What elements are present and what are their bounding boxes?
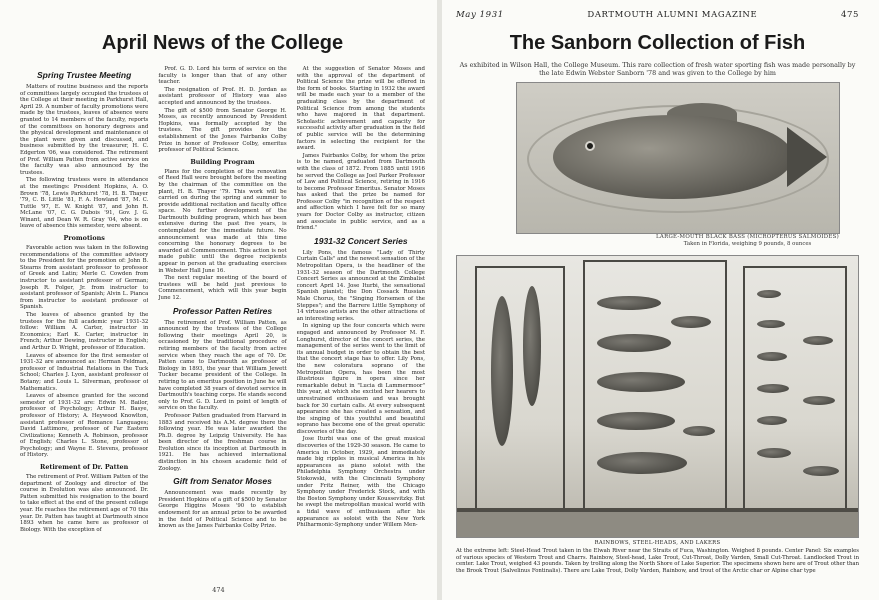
heading-promotions: Promotions: [63, 234, 105, 243]
page-title-left: April News of the College: [101, 32, 344, 54]
article-subtitle: As exhibited in Wilson Hall, the College Museum. This rare collection of fresh water sporting fish was made personally by the late Edwin Webster Sanborn '78 and was given to the College by him: [459, 61, 856, 77]
column-1: [20, 66, 148, 576]
page-number-right: 475: [840, 10, 859, 20]
page-number-left: 474: [212, 586, 225, 594]
display-case-left: [475, 266, 565, 526]
paragraph: Matters of routine business and the reports of committees largely occupied the trustees of the College at their meeting in Parkhurst Hall, April 29. A number of faculty promotions were made by the trustees, leaves of absence were granted to 14 members of the faculty, reports of the committees on honorary degrees and the physical development and maintenance of the plant were given and discussed, and business submitted by the treasurer, H. C. Edgerton '06, was considered. The retirement of Prof. William Patten from active service on the faculty was also announced by the trustees.: [20, 84, 149, 176]
paragraph: Jose Iturbi was one of the great musical discoveries of the 1929-30 season. He came to America in October, 1929, and immediately made big ripples in musical America in his appearances as piano soloist with the Philadelphia Symphony Orchestra under Stokowski, with the Cincinnati Symphony under Fritz Reiner, with the Chicago Symphony under Frederick Stock, and with the Boston Symphony under Koussevitzky. But he swept the metropolitan musical world with a tidal wave of enthusiasm after his appearance as soloist with the New York Philharmonic-Symphony under Willem Men-: [296, 436, 425, 529]
fish-specimen: [491, 296, 513, 446]
paragraph: At the suggestion of Senator Moses and with the approval of the department of Political Science the prize will be offered in the form of books. Starting in 1932 the award will be made each year to a member of the graduating class by the department of Political Science from among the students who have majored in that department. Scholastic achievement and capacity for successful activity after graduation in the field of public service will be the determining factors in selecting the recipient for the award.: [296, 66, 425, 152]
running-head-magazine: DARTMOUTH ALUMNI MAGAZINE: [587, 10, 758, 20]
paragraph: Favorable action was taken in the following recommendations of the committee advisory to the President for the promotion of: John B. Stearns from assistant professor to professor of Greek and Latin; Merle C. Cowden from instructor to assistant professor of German; Joseph R. Folger, Jr. from instructor to assistant professor of Spanish; Alvin L. Pianca from instructor to assistant professor of Spanish.: [20, 245, 149, 311]
photo-bottom-caption-text: At the extreme left: Steel-Head Trout taken in the Elwah River near the Straits of Fuca, Washington. Weighed 8 pounds. Center Panel: Six examples of various species of Western Trout and Charrs. Rainbow, Steel-head, Lake Trout, Cut-Throat, Dolly Varden, Small Cut-Throat. Landlocked Trout in center. Lake Trout, weighed 43 pounds. Taken by trolling along the North Shore of Lake Superior. The specimens shown here are of Trout other than the Brook Trout (Salvelinus Fontinalis). There are Lake Trout, Dolly Varden, Rainbow, and trout of the Arctic char or Alpine char type: [456, 547, 859, 574]
photo-top-caption: [636, 234, 859, 247]
photo-black-bass: [516, 82, 840, 234]
photo-top-caption-detail: Taken in Florida, weighing 9 pounds, 8 ounces: [683, 240, 812, 247]
paragraph: The following trustees were in attendance at the meetings: President Hopkins, A. O. Brown '78, Lewis Parkhurst '78, H. B. Thayer '79, C. B. Little '81, F. A. Howland '87, M. C. Tuttle '97, E. W. Knight '87, and John R. McLane '07, C. G. Dubois '91, Gov. J. G. Winant, and Dean W. R. Gray '04, who is on leave of absence this semester, were absent.: [20, 177, 149, 230]
paragraph: Announcement was made recently by President Hopkins of a gift of $500 by Senator George Higgins Moses '90 to establish endowment for an annual prize to be awarded in the field of Political Science and to be known as the James Fairbanks Colby Prize.: [158, 490, 287, 530]
display-case-right: [743, 266, 847, 522]
paragraph: The retirement of Prof. William Patten, as announced by the trustees of the College following their meetings April 20, is occasioned by the traditional procedure of retiring members of the faculty from active service when they reach the age of 70. Dr. Patten came to Dartmouth as professor of Biology in 1893, the year that William Jewett Tucker became president of the College. In retiring to an emeritus position in June he will have completed 38 years of devoted service in Dartmouth's teaching corps. He stands second only to Prof. G. D. Lord in point of length of service on the faculty.: [158, 319, 287, 412]
heading-concert-series: 1931-32 Concert Series: [314, 235, 408, 246]
paragraph: Leaves of absence for the first semester of 1931-32 are announced as: Herman Feldman, professor of Industrial Relations in the Tuck School; Charles J. Lyon, assistant professor of Botany; and Louis L. Silverman, professor of Mathematics.: [20, 352, 149, 392]
photo-museum-case: [456, 255, 859, 538]
photo-bottom-caption-title: RAINBOWS, STEEL-HEADS, AND LAKERS: [594, 540, 721, 547]
paragraph: The retirement of Prof. William Patten of the department of Zoology and director of the course in Evolution was also announced. Dr. Patten submitted his resignation to the board to take effect at the end of the present college year. He reaches the retirement age of 70 this year. Dr. Patten has taught at Dartmouth since 1893 when he came here as professor of Biology. With the exception of: [20, 474, 149, 533]
paragraph: Prof. G. D. Lord his term of service on the faculty is longer than that of any other teacher.: [158, 66, 287, 86]
paragraph: Professor Patten graduated from Harvard in 1883 and received his A.M. degree there the following year. He was later awarded the Ph.D. degree by Leipzig University. He has been director of the freshman course in Evolution since its inception at Dartmouth in 1921. He has achieved international distinction in his chosen academic field of Zoology.: [158, 412, 287, 472]
paragraph: The next regular meeting of the board of trustees will be held just previous to Commencement, which will this year begin June 12.: [158, 275, 287, 301]
paragraph: The leaves of absence granted by the trustees for the full academic year 1931-32 follow: William A. Carter, instructor in Economics; Earl K. Carter, instructor in French; Arthur Dewing, instructor in English; and Arthur D. Wright, professor of Education.: [20, 312, 149, 351]
photo-top-caption-title: LARGE-MOUTH BLACK BASS (MICROPTERUS SALMOIDES): [656, 234, 839, 241]
running-head-date: May 1931: [456, 10, 504, 20]
heading-patten-retires: Professor Patten Retires: [172, 305, 273, 316]
fish-specimen: [523, 286, 541, 406]
fish-tail: [787, 127, 827, 187]
left-page-columns: [20, 66, 425, 576]
heading-building-program: Building Program: [190, 157, 255, 166]
paragraph: Leaves of absence granted for the second semester of 1931-32 are: Edwin M. Bailor, professor of Psychology; Arthur H. Basye, professor of History; A. Heywood Knowlton, assistant professor of Romance Languages; David Lattimore, professor of Far Eastern Civilizations; Kenneth A. Robinson, professor of English; Charles L. Stone, professor of Psychology; and Wayne E. Stevens, professor of History.: [20, 393, 149, 459]
floor: [457, 512, 859, 538]
left-page: [0, 0, 437, 600]
running-head: [456, 10, 859, 24]
right-page: [442, 0, 879, 600]
paragraph: The gift of $500 from Senator George H. Moses, as recently announced by President Hopkins, was formally accepted by the trustees. The gift provides for the establishment of the Jones Fairbanks Colby Prize in honor of Professor Colby, emeritus professor of Political Science.: [158, 107, 287, 154]
page-title-right: The Sanborn Collection of Fish: [509, 32, 806, 54]
paragraph: James Fairbanks Colby, for whom the prize is to be named, graduated from Dartmouth with the class of 1872. From 1885 until 1916 he served the College as Joel Parker Professor of Law and Political Science, retiring in 1916 to become Professor Emeritus. Senator Moses has asked that the prize be named for Professor Colby "in recognition of the respect and affection which I have felt for so many years for Doctor Colby as instructor, citizen and associate in public service, and as a friend.": [296, 152, 425, 232]
column-3: [297, 66, 425, 576]
heading-gift-moses: Gift from Senator Moses: [173, 476, 272, 487]
photo-bottom-caption: [456, 540, 859, 574]
paragraph: Plans for the completion of the renovation of Reed Hall were brought before the meeting by the chairman of the committee on the plant, H. B. Thayer '79. This work will be carried on during the spring and summer to provide additional recitation and faculty office space. No further development of the Dartmouth building program, which has been extensive during the past five years, is contemplated for the immediate future. No announcement was made at this time concerning the honorary degrees to be awarded at Commencement. This action is not made public until the degree recipients appear in person at the graduating exercises in Webster Hall June 16.: [158, 168, 287, 274]
paragraph: Lily Pons, the famous "Lady of Thirty Curtain Calls" and the newest sensation of the Metropolitan Opera, is the headliner of the 1931-32 season of the Dartmouth College Concert Series as announced at the Zimbalist concert April 14. Jose Iturbi, the sensational Spanish pianist; the Don Cossack Russian Male Chorus, the "Singing Horsemen of the Steppes"; and the Barrere Little Symphony of 14 virtuoso artists are the other attractions of an interesting series.: [296, 249, 425, 322]
column-2: [158, 66, 286, 576]
heading-retirement: Retirement of Dr. Patten: [40, 463, 129, 472]
paragraph: The resignation of Prof. H. D. Jordan as assistant professor of History was also accepted and announced by the trustees.: [158, 86, 287, 106]
paragraph: In signing up the four concerts which were engaged and announced by Professor M. F. Longhurst, director of the concert series, the management of the series went to the limit of its annual budget in order to obtain the best that the concert stage has to offer. Lily Pons, the new coloratura soprano of the Metropolitan Opera, has been the most illustrious figure in opera since her remarkable debut in "Lucia di Lammermoor" this year, at which she excited her hearers to unrestrained enthusiasm and was brought back for 30 curtain calls. At every subsequent appearance she has created a sensation, and the singing of this youthful and beautiful soprano has become one of the great operatic discoveries of the day.: [296, 323, 425, 435]
bass-specimen: [553, 115, 793, 199]
heading-spring-trustee: Spring Trustee Meeting: [37, 70, 132, 80]
